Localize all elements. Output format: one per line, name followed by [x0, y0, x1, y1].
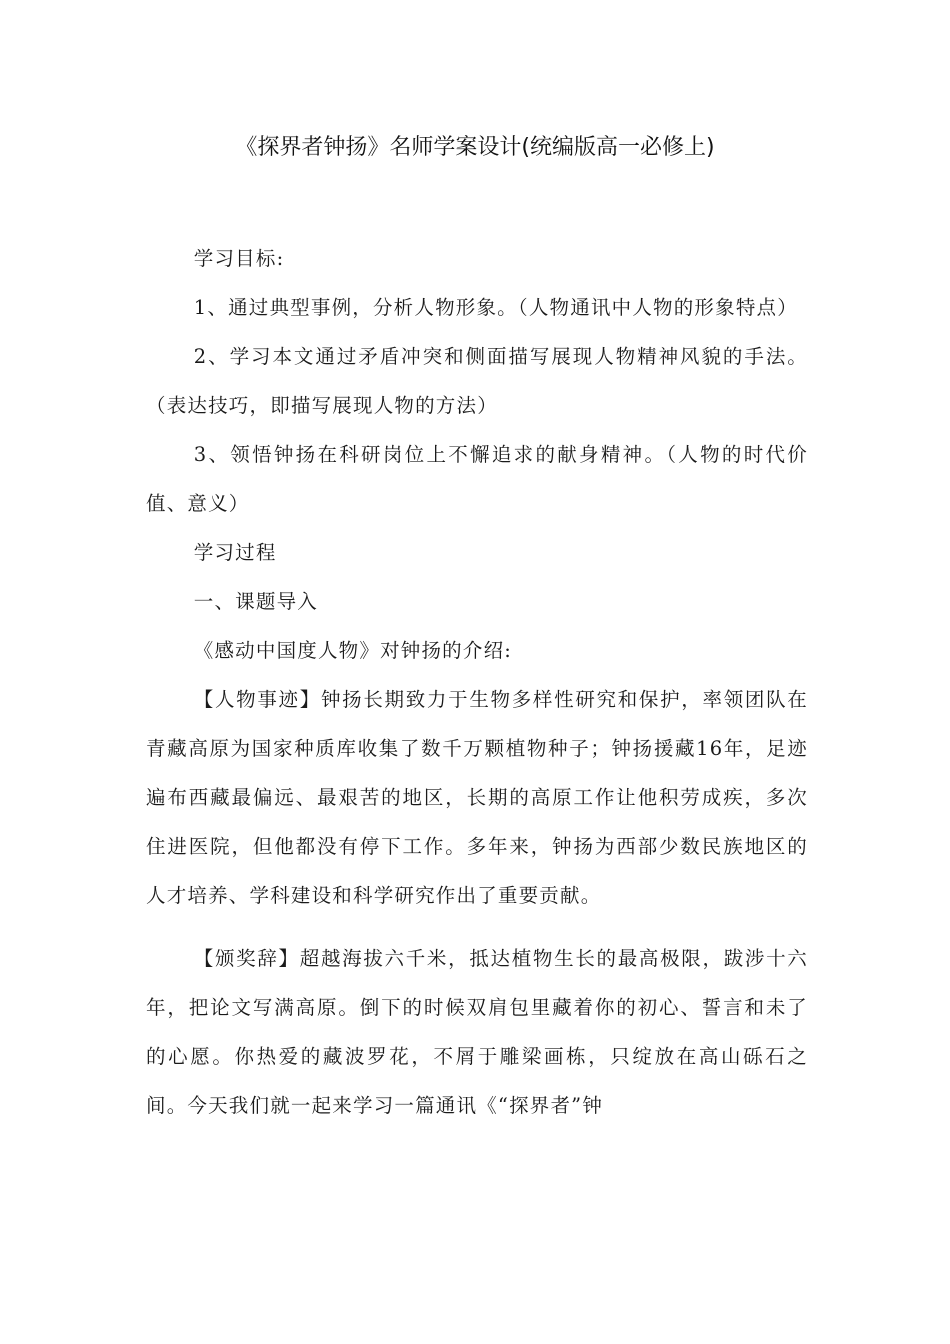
intro-lead-paragraph: 《感动中国度人物》对钟扬的介绍:: [193, 639, 513, 662]
objective-item-1: 1、通过典型事例，分析人物形象。（人物通讯中人物的形象特点）: [193, 296, 798, 319]
objective-item-2: 2、学习本文通过矛盾冲突和侧面描写展现人物精神风貌的手法。（表达技巧，即描写展现人物的方法）: [146, 345, 808, 417]
document-body: [146, 234, 808, 1130]
document-title: 《探界者钟扬》名师学案设计(统编版高一必修上): [235, 135, 715, 160]
award-citation-paragraph: 【颁奖辞】超越海拔六千米，抵达植物生长的最高极限，跋涉十六年，把论文写满高原。倒下的时候双肩包里藏着你的初心、誓言和未了的心愿。你热爱的藏波罗花，不屑于雕梁画栋，只绽放在高山砾石之间。今天我们就一起来学习一篇通讯《“探界者”钟: [146, 947, 808, 1117]
section-heading-process: 学习过程: [193, 541, 277, 564]
objective-item-3: 3、领悟钟扬在科研岗位上不懈追求的献身精神。（人物的时代价值、意义）: [146, 443, 808, 515]
subsection-heading-intro: 一、课题导入: [193, 590, 318, 613]
section-heading-objectives: 学习目标:: [193, 247, 285, 270]
deeds-paragraph: 【人物事迹】钟扬长期致力于生物多样性研究和保护，率领团队在青藏高原为国家种质库收集了数千万颗植物种子；钟扬援藏16年，足迹遍布西藏最偏远、最艰苦的地区，长期的高原工作让他积劳成疾，多次住进医院，但他都没有停下工作。多年来，钟扬为西部少数民族地区的人才培养、学科建设和科学研究作出了重要贡献。: [146, 688, 808, 907]
